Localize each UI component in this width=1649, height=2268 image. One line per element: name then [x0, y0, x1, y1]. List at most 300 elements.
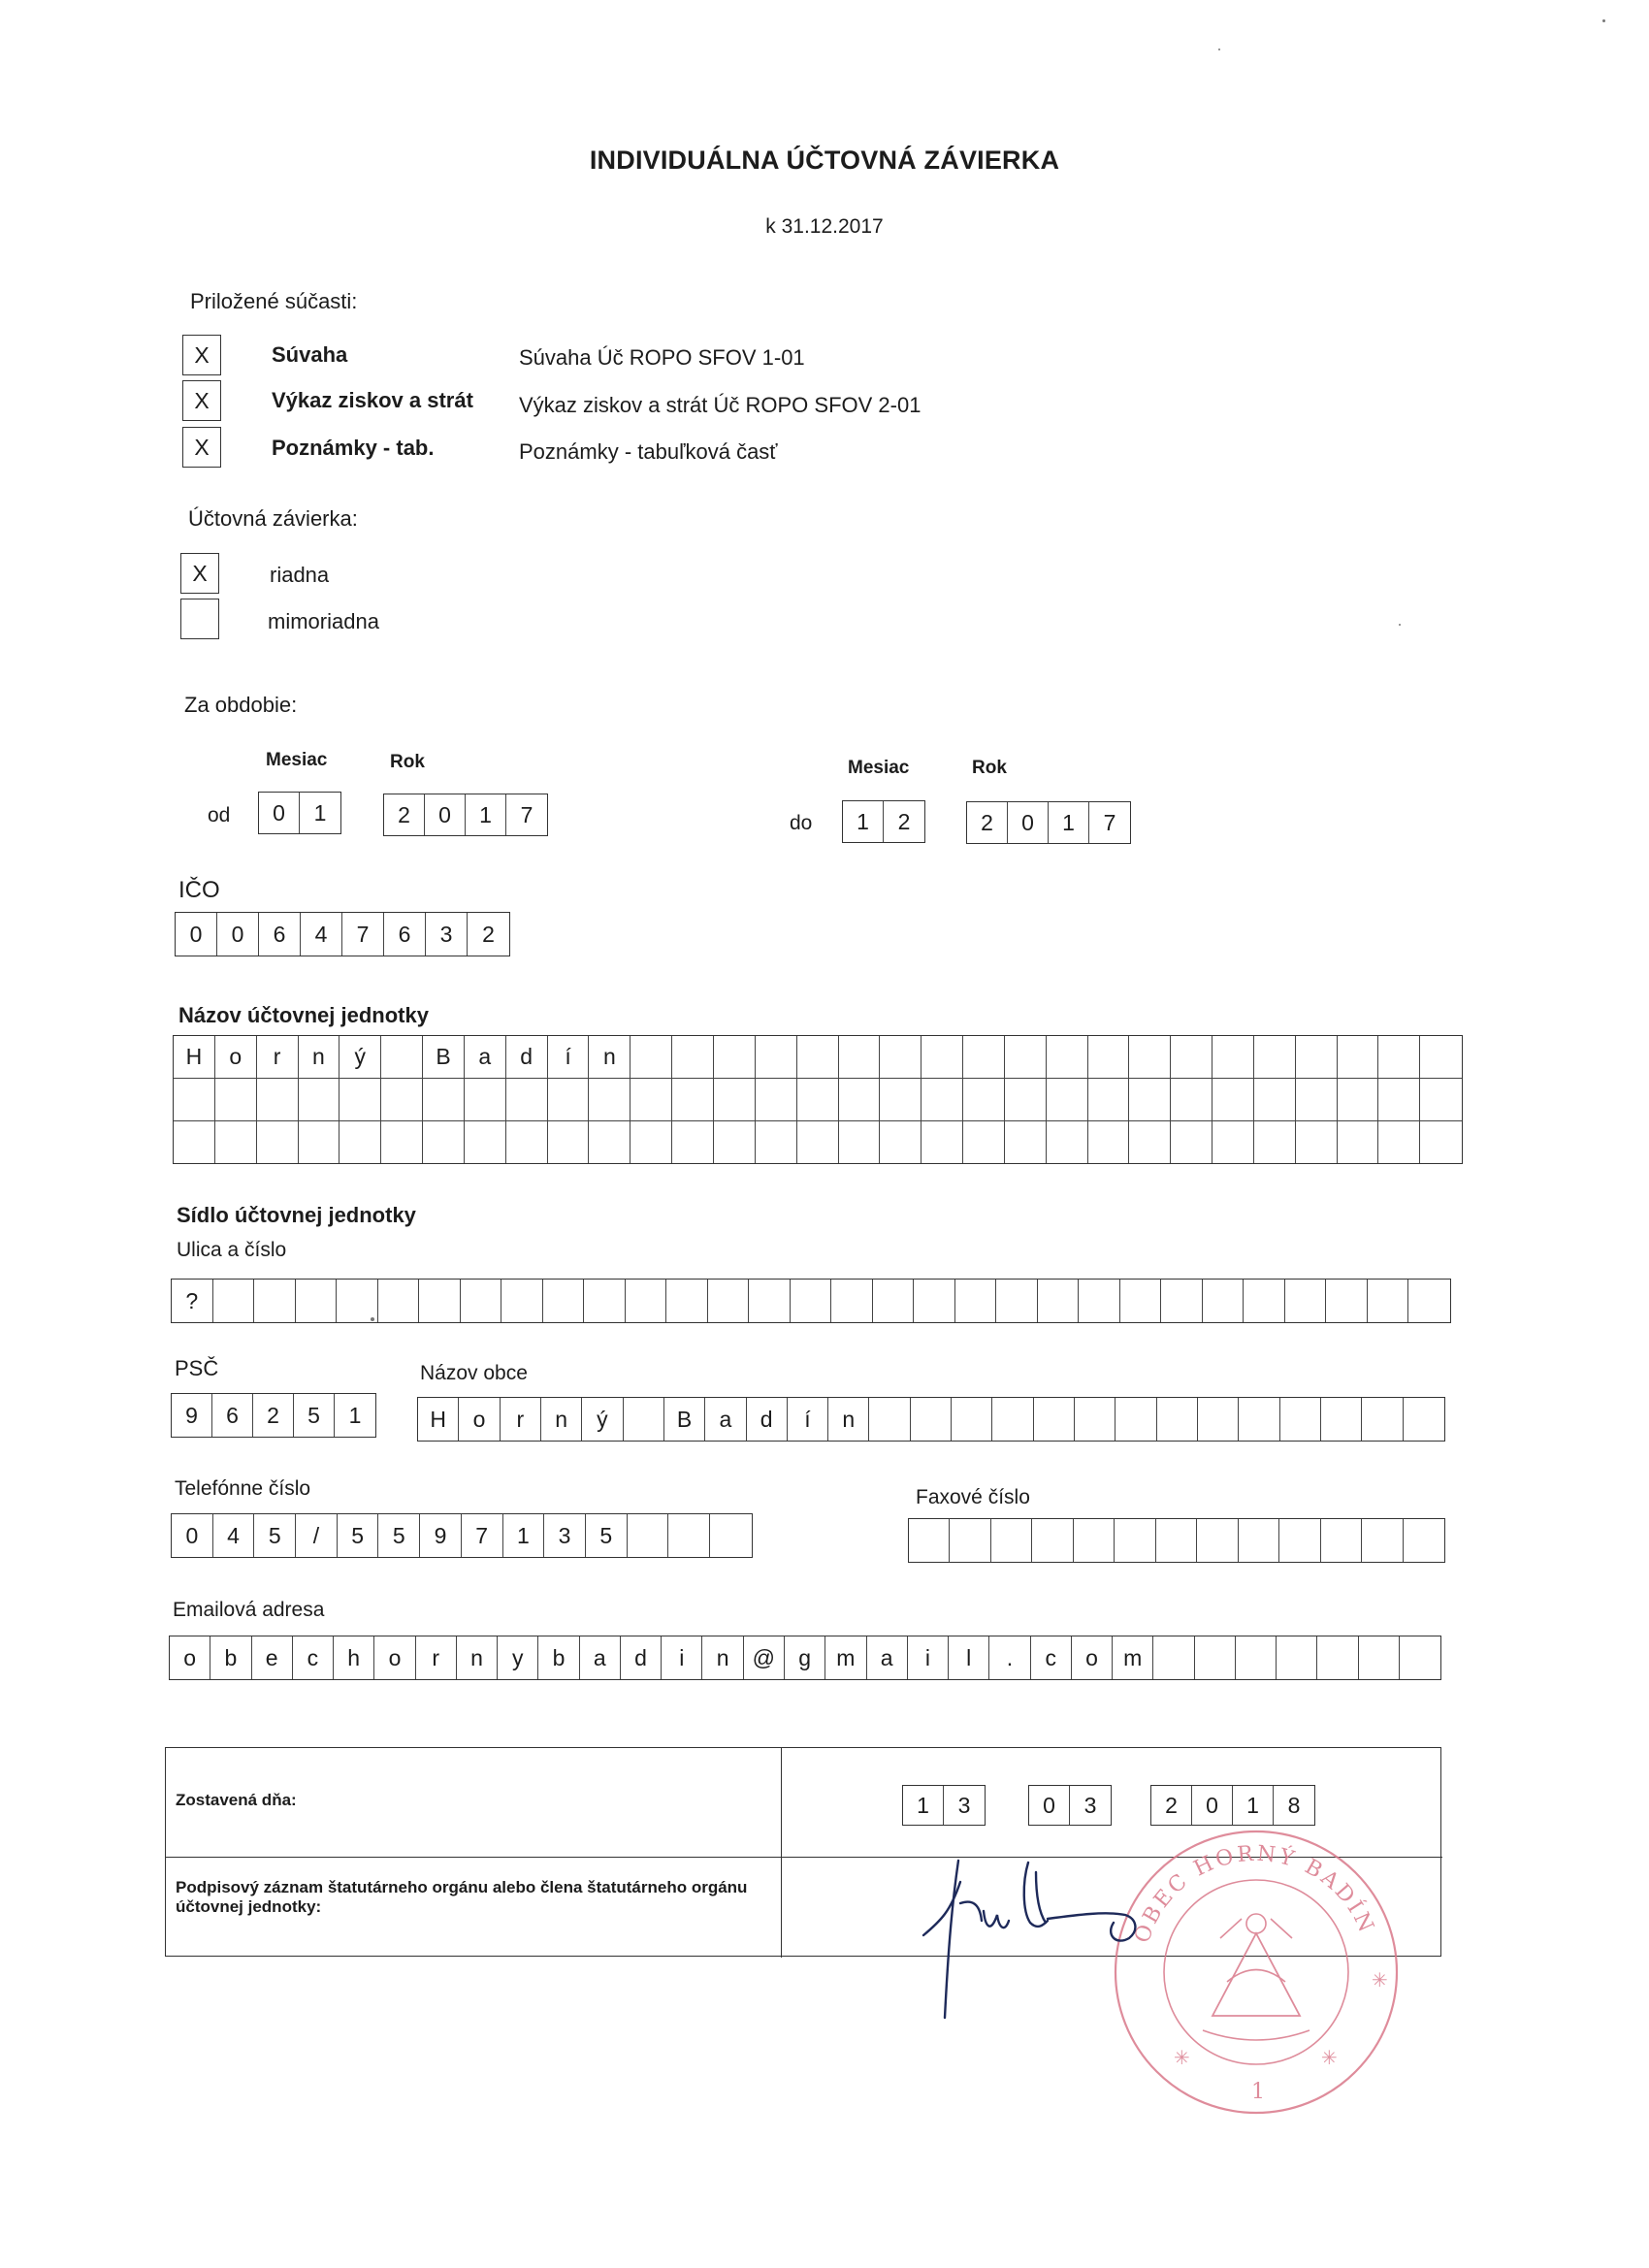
ico-label: IČO [178, 877, 220, 903]
char-cell: B [423, 1036, 465, 1078]
stamp-star: ✳ [1372, 1970, 1388, 1992]
phone-label: Telefónne číslo [175, 1477, 311, 1500]
char-cell [839, 1121, 881, 1163]
char-cell [1088, 1079, 1130, 1120]
char-cell [381, 1079, 423, 1120]
digit-cell: 2 [384, 794, 425, 835]
char-cell [506, 1121, 548, 1163]
char-cell [1115, 1519, 1155, 1562]
char-cell [672, 1121, 714, 1163]
char-cell [215, 1079, 257, 1120]
component-name: Súvaha [272, 342, 348, 367]
char-cell [589, 1121, 630, 1163]
char-cell: 2 [253, 1394, 294, 1437]
digit-cell: 7 [342, 913, 384, 956]
handwritten-signature [922, 1843, 1174, 2027]
char-cell [1120, 1280, 1162, 1322]
char-cell [1198, 1398, 1239, 1441]
char-cell [1157, 1398, 1198, 1441]
char-cell [873, 1280, 915, 1322]
char-cell [1359, 1636, 1400, 1679]
digit-cell: 6 [384, 913, 426, 956]
digit-cell: 0 [1029, 1786, 1070, 1825]
char-cell [1378, 1121, 1420, 1163]
char-cell: H [418, 1398, 459, 1441]
char-cell: o [215, 1036, 257, 1078]
street-field[interactable] [171, 1279, 1451, 1323]
char-cell [1378, 1036, 1420, 1078]
char-cell [548, 1121, 590, 1163]
digit-cell: 0 [1192, 1786, 1233, 1825]
char-cell: ý [582, 1398, 623, 1441]
char-cell [624, 1398, 664, 1441]
char-cell [1239, 1519, 1279, 1562]
char-cell [1129, 1079, 1171, 1120]
char-cell: l [949, 1636, 989, 1679]
char-cell: g [785, 1636, 825, 1679]
digit-cell: 1 [1233, 1786, 1274, 1825]
digit-cell: 2 [897, 808, 911, 834]
char-cell: 5 [586, 1514, 628, 1557]
char-cell [381, 1036, 423, 1078]
char-cell [1088, 1121, 1130, 1163]
digit-cell: 3 [1083, 1792, 1097, 1818]
char-cell [909, 1519, 950, 1562]
char-cell: r [416, 1636, 457, 1679]
char-cell [952, 1398, 992, 1441]
char-cell [213, 1280, 255, 1322]
ico-field[interactable] [175, 912, 510, 956]
char-cell [501, 1280, 543, 1322]
char-cell: e [252, 1636, 293, 1679]
signature-label: Podpisový záznam štatutárneho orgánu alebo člena štatutárneho orgánu účtovnej jednotky: [176, 1878, 748, 1916]
char-cell [1420, 1121, 1462, 1163]
char-cell [419, 1280, 461, 1322]
char-cell [381, 1121, 423, 1163]
char-cell [922, 1079, 963, 1120]
digit-cell: 0 [176, 913, 217, 956]
char-cell: @ [744, 1636, 785, 1679]
char-cell [1317, 1636, 1358, 1679]
char-cell [1400, 1636, 1440, 1679]
char-cell [1005, 1079, 1047, 1120]
char-cell: H [174, 1036, 215, 1078]
char-cell [1034, 1398, 1075, 1441]
char-cell [1116, 1398, 1156, 1441]
char-cell [1378, 1079, 1420, 1120]
char-cell [714, 1036, 756, 1078]
char-cell: B [664, 1398, 705, 1441]
digit-cell: 0 [259, 793, 300, 833]
char-cell [797, 1079, 839, 1120]
char-cell [1197, 1519, 1238, 1562]
char-cell: i [662, 1636, 702, 1679]
from-month-field[interactable] [258, 792, 341, 834]
char-cell: a [705, 1398, 746, 1441]
char-cell [797, 1036, 839, 1078]
char-cell [465, 1121, 506, 1163]
char-cell [584, 1280, 626, 1322]
char-cell [756, 1079, 797, 1120]
fax-label: Faxové číslo [916, 1486, 1030, 1508]
char-cell [1362, 1398, 1403, 1441]
phone-field[interactable] [171, 1513, 753, 1558]
entity-name-field[interactable] [173, 1035, 1463, 1164]
char-cell [1171, 1036, 1212, 1078]
component-checkbox[interactable]: X [182, 427, 221, 468]
char-cell: 5 [294, 1394, 335, 1437]
char-cell [626, 1280, 667, 1322]
char-cell: 5 [254, 1514, 296, 1557]
char-cell [1404, 1398, 1444, 1441]
to-month-label: Mesiac [848, 758, 910, 778]
to-month-field[interactable] [842, 800, 925, 843]
scan-speck [1218, 49, 1220, 50]
char-cell [299, 1121, 340, 1163]
date-line: k 31.12.2017 [765, 215, 884, 238]
char-cell [465, 1079, 506, 1120]
stamp-text: OBEC HORNÝ BADÍN [1130, 1841, 1379, 1947]
char-cell [174, 1079, 215, 1120]
char-cell [340, 1121, 381, 1163]
char-cell [1212, 1036, 1254, 1078]
digit-cell: 1 [903, 1786, 944, 1825]
digit-cell: 3 [426, 913, 468, 956]
char-cell [174, 1121, 215, 1163]
stamp-number: 1 [1251, 2080, 1265, 2104]
char-cell: h [334, 1636, 374, 1679]
char-cell [911, 1398, 952, 1441]
char-cell [1079, 1280, 1120, 1322]
char-cell: . [989, 1636, 1030, 1679]
char-cell [831, 1280, 873, 1322]
char-cell [672, 1079, 714, 1120]
char-cell: d [621, 1636, 662, 1679]
char-cell [628, 1514, 669, 1557]
fax-field[interactable] [908, 1518, 1445, 1563]
component-description: Súvaha Úč ROPO SFOV 1-01 [519, 345, 805, 370]
from-year-field[interactable] [383, 794, 548, 836]
statement-type-heading: Účtovná závierka: [188, 506, 358, 531]
char-cell [1254, 1036, 1296, 1078]
char-cell [1420, 1036, 1462, 1078]
char-cell [996, 1280, 1038, 1322]
char-cell [1244, 1280, 1285, 1322]
postal-code-field[interactable] [171, 1393, 376, 1438]
char-cell: a [465, 1036, 506, 1078]
char-cell: a [580, 1636, 621, 1679]
component-description: Poznámky - tabuľková časť [519, 439, 778, 464]
char-cell [955, 1280, 997, 1322]
char-cell [1239, 1398, 1279, 1441]
char-cell [1338, 1079, 1379, 1120]
char-cell: c [1031, 1636, 1072, 1679]
char-cell [1074, 1519, 1115, 1562]
compiled-month-field[interactable] [1028, 1785, 1112, 1826]
char-cell [630, 1121, 672, 1163]
char-cell [1195, 1636, 1236, 1679]
char-cell: 5 [378, 1514, 420, 1557]
char-cell [922, 1121, 963, 1163]
digit-cell: 4 [301, 913, 342, 956]
char-cell [1075, 1398, 1116, 1441]
component-checkbox[interactable]: X [182, 380, 221, 421]
char-cell [869, 1398, 910, 1441]
char-cell [423, 1121, 465, 1163]
char-cell: n [702, 1636, 743, 1679]
char-cell [630, 1079, 672, 1120]
char-cell [1171, 1079, 1212, 1120]
char-cell: y [498, 1636, 538, 1679]
char-cell [506, 1079, 548, 1120]
char-cell: n [541, 1398, 582, 1441]
char-cell: í [788, 1398, 828, 1441]
char-cell [1236, 1636, 1277, 1679]
char-cell [1047, 1121, 1088, 1163]
char-cell: 4 [213, 1514, 255, 1557]
statement-type-checkbox[interactable] [180, 599, 219, 639]
char-cell: r [257, 1036, 299, 1078]
char-cell [1296, 1036, 1338, 1078]
char-cell [1047, 1079, 1088, 1120]
digit-cell: 2 [482, 921, 495, 947]
stamp-star: ✳ [1321, 2048, 1338, 2069]
component-checkbox[interactable]: X [182, 335, 221, 375]
char-cell [791, 1280, 832, 1322]
component-name: Poznámky - tab. [272, 436, 435, 460]
document-title: INDIVIDUÁLNA ÚČTOVNÁ ZÁVIERKA [589, 146, 1060, 175]
char-cell [991, 1519, 1032, 1562]
char-cell: 6 [212, 1394, 253, 1437]
char-cell [1129, 1121, 1171, 1163]
email-field[interactable] [169, 1636, 1441, 1680]
digit-cell: 1 [1049, 802, 1089, 843]
char-cell [1408, 1280, 1450, 1322]
char-cell [423, 1079, 465, 1120]
char-cell [714, 1079, 756, 1120]
postal-code-label: PSČ [175, 1356, 219, 1380]
char-cell [1277, 1636, 1317, 1679]
char-cell [880, 1079, 922, 1120]
char-cell [710, 1514, 752, 1557]
components-heading: Priložené súčasti: [190, 289, 358, 313]
char-cell: 3 [544, 1514, 586, 1557]
table-divider [781, 1748, 782, 1958]
char-cell: / [296, 1514, 338, 1557]
char-cell [1338, 1036, 1379, 1078]
char-cell: m [825, 1636, 866, 1679]
char-cell [340, 1079, 381, 1120]
char-cell: m [1113, 1636, 1153, 1679]
char-cell [668, 1514, 710, 1557]
char-cell [880, 1121, 922, 1163]
char-cell [215, 1121, 257, 1163]
component-name: Výkaz ziskov a strát [272, 388, 473, 412]
char-cell: 0 [172, 1514, 213, 1557]
char-cell: 7 [462, 1514, 503, 1557]
char-cell: o [170, 1636, 210, 1679]
digit-cell: 0 [425, 794, 466, 835]
char-cell [257, 1121, 299, 1163]
char-cell: ý [340, 1036, 381, 1078]
char-cell: n [828, 1398, 869, 1441]
char-cell [963, 1036, 1005, 1078]
stamp-star: ✳ [1174, 2048, 1190, 2069]
char-cell [1153, 1636, 1194, 1679]
period-heading: Za obdobie: [184, 693, 298, 717]
char-cell [839, 1079, 881, 1120]
scan-speck [371, 1317, 374, 1321]
char-cell [1203, 1280, 1245, 1322]
char-cell [630, 1036, 672, 1078]
char-cell [1212, 1079, 1254, 1120]
char-cell [1420, 1079, 1462, 1120]
char-cell: ? [172, 1280, 213, 1322]
from-year-label: Rok [390, 752, 425, 772]
compiled-day-field[interactable] [902, 1785, 986, 1826]
char-cell: i [908, 1636, 949, 1679]
char-cell: 5 [338, 1514, 379, 1557]
char-cell [839, 1036, 881, 1078]
street-label: Ulica a číslo [177, 1239, 287, 1261]
char-cell [880, 1036, 922, 1078]
char-cell [1088, 1036, 1130, 1078]
char-cell [1254, 1121, 1296, 1163]
char-cell: í [548, 1036, 590, 1078]
char-cell [1296, 1121, 1338, 1163]
char-cell: b [210, 1636, 251, 1679]
char-cell [922, 1036, 963, 1078]
to-year-label: Rok [972, 758, 1007, 778]
char-cell: o [1072, 1636, 1113, 1679]
char-cell [1171, 1121, 1212, 1163]
char-cell [378, 1280, 420, 1322]
digit-cell: 6 [259, 913, 301, 956]
char-cell: d [506, 1036, 548, 1078]
char-cell [1161, 1280, 1203, 1322]
digit-cell: 1 [313, 799, 327, 826]
char-cell [1212, 1121, 1254, 1163]
char-cell [1285, 1280, 1327, 1322]
char-cell [1338, 1121, 1379, 1163]
from-month-label: Mesiac [266, 750, 328, 770]
char-cell [296, 1280, 338, 1322]
char-cell [797, 1121, 839, 1163]
char-cell [963, 1079, 1005, 1120]
from-label: od [208, 804, 231, 826]
digit-cell: 7 [1103, 809, 1116, 835]
char-cell: o [459, 1398, 500, 1441]
to-label: do [790, 812, 813, 834]
char-cell [1005, 1036, 1047, 1078]
statement-type-label: mimoriadna [268, 609, 379, 633]
address-heading: Sídlo účtovnej jednotky [177, 1203, 416, 1227]
char-cell [461, 1280, 502, 1322]
char-cell [950, 1519, 990, 1562]
compiled-date-label: Zostavená dňa: [176, 1791, 297, 1809]
char-cell [1032, 1519, 1073, 1562]
char-cell [1156, 1519, 1197, 1562]
char-cell [548, 1079, 590, 1120]
char-cell: a [867, 1636, 908, 1679]
char-cell [672, 1036, 714, 1078]
town-label: Názov obce [420, 1362, 528, 1384]
char-cell: r [501, 1398, 541, 1441]
char-cell: n [457, 1636, 498, 1679]
char-cell [589, 1079, 630, 1120]
digit-cell: 2 [967, 802, 1008, 843]
char-cell [1047, 1036, 1088, 1078]
scan-speck [1602, 19, 1605, 22]
digit-cell: 0 [1008, 802, 1049, 843]
char-cell [1296, 1079, 1338, 1120]
char-cell [299, 1079, 340, 1120]
char-cell [914, 1280, 955, 1322]
char-cell [992, 1398, 1033, 1441]
char-cell [1326, 1280, 1368, 1322]
char-cell [1321, 1519, 1362, 1562]
to-year-field[interactable] [966, 801, 1131, 844]
char-cell: 9 [172, 1394, 212, 1437]
digit-cell: 1 [466, 794, 506, 835]
component-description: Výkaz ziskov a strát Úč ROPO SFOV 2-01 [519, 393, 922, 417]
char-cell [756, 1121, 797, 1163]
digit-cell: 3 [957, 1792, 971, 1818]
char-cell: n [299, 1036, 340, 1078]
char-cell: c [293, 1636, 334, 1679]
char-cell [337, 1280, 378, 1322]
digit-cell: 0 [217, 913, 259, 956]
char-cell: b [538, 1636, 579, 1679]
char-cell [749, 1280, 791, 1322]
digit-cell: 7 [520, 801, 534, 827]
char-cell [1368, 1280, 1409, 1322]
char-cell [1254, 1079, 1296, 1120]
char-cell [708, 1280, 750, 1322]
char-cell: d [747, 1398, 788, 1441]
char-cell [543, 1280, 585, 1322]
statement-type-label: riadna [270, 563, 330, 587]
char-cell [756, 1036, 797, 1078]
statement-type-checkbox[interactable]: X [180, 553, 219, 594]
char-cell [1280, 1398, 1321, 1441]
char-cell [1279, 1519, 1320, 1562]
char-cell [254, 1280, 296, 1322]
char-cell: 9 [420, 1514, 462, 1557]
char-cell [1005, 1121, 1047, 1163]
entity-name-label: Názov účtovnej jednotky [178, 1003, 429, 1027]
char-cell [257, 1079, 299, 1120]
char-cell [666, 1280, 708, 1322]
char-cell [1038, 1280, 1080, 1322]
char-cell [963, 1121, 1005, 1163]
char-cell [714, 1121, 756, 1163]
digit-cell: 1 [843, 801, 884, 842]
char-cell: 1 [348, 1402, 362, 1428]
char-cell [1404, 1519, 1444, 1562]
char-cell [1129, 1036, 1171, 1078]
compiled-year-field[interactable] [1150, 1785, 1315, 1826]
town-field[interactable] [417, 1397, 1445, 1442]
char-cell: o [374, 1636, 415, 1679]
char-cell [1362, 1519, 1403, 1562]
char-cell [1321, 1398, 1362, 1441]
digit-cell: 8 [1287, 1792, 1301, 1818]
char-cell: n [589, 1036, 630, 1078]
scan-speck [1399, 624, 1401, 626]
char-cell: 1 [503, 1514, 545, 1557]
email-label: Emailová adresa [173, 1599, 325, 1621]
